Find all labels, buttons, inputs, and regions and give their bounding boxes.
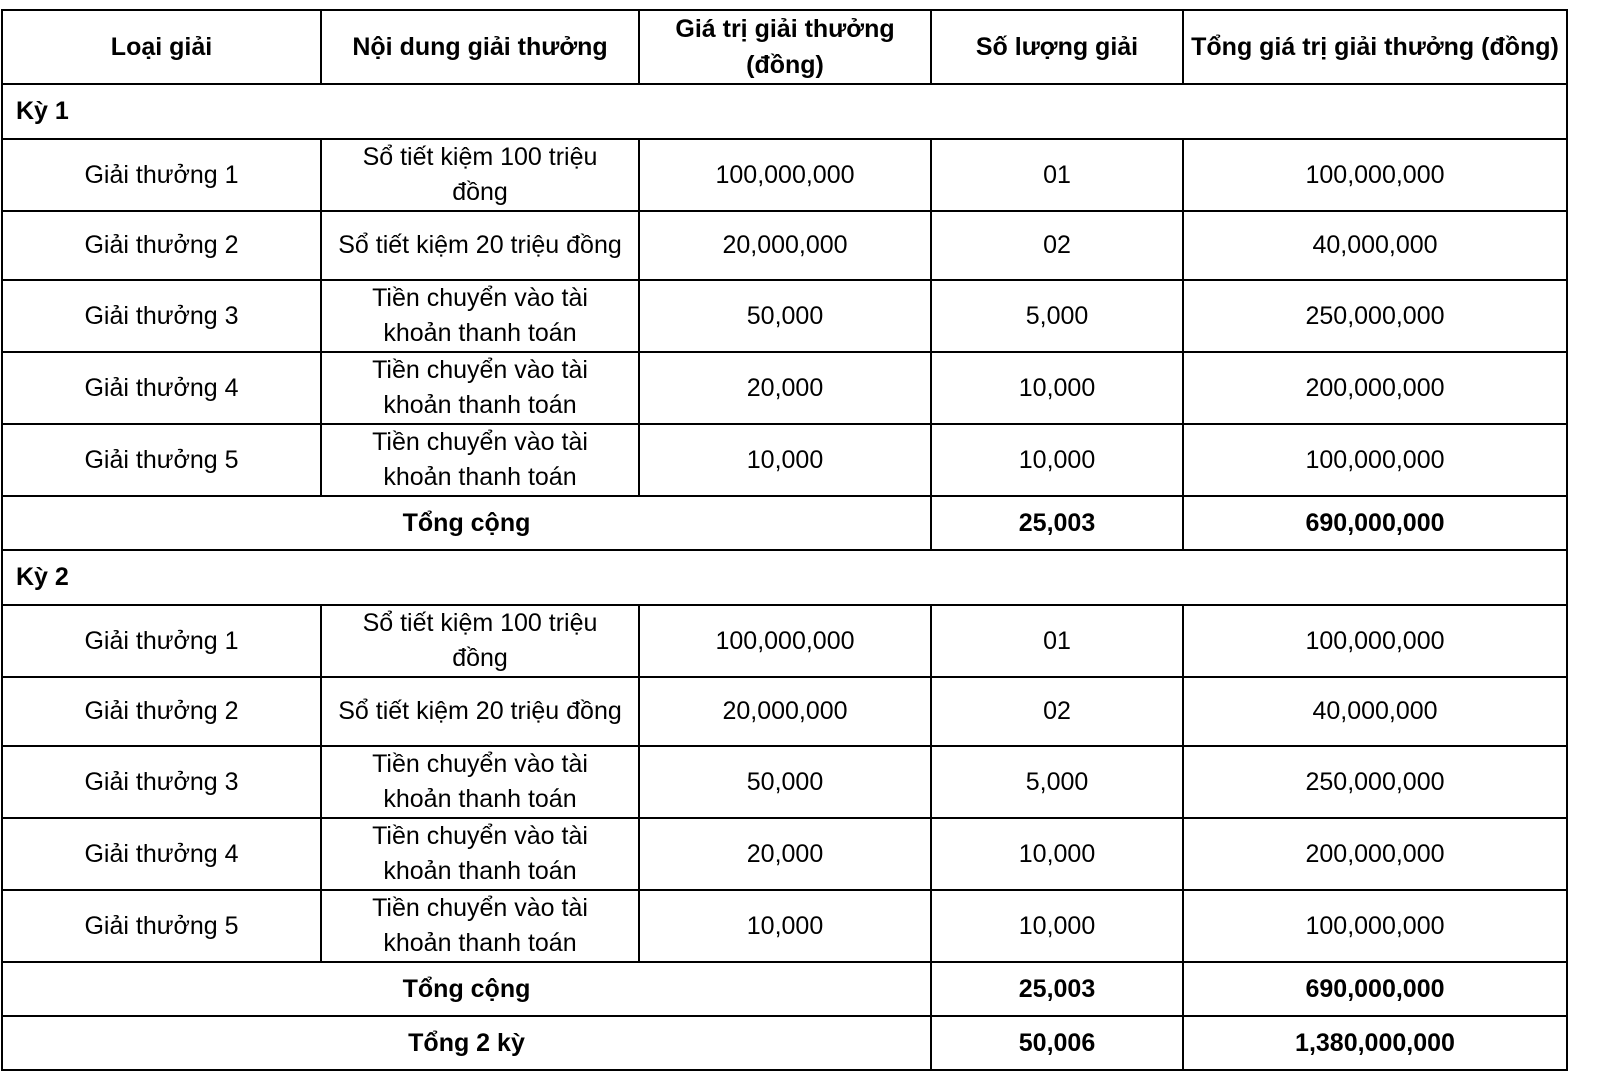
header-row: [2, 10, 1567, 84]
table-row: [2, 746, 1567, 818]
prize-content: Tiền chuyển vào tài khoản thanh toán: [321, 352, 639, 424]
prize-value: 20,000,000: [639, 677, 931, 746]
prize-quantity: 01: [931, 605, 1183, 677]
prize-value: 20,000,000: [639, 211, 931, 280]
table-row: [2, 352, 1567, 424]
prize-type: Giải thưởng 2: [2, 211, 321, 280]
prize-total: 40,000,000: [1183, 677, 1567, 746]
header-total-value: Tổng giá trị giải thưởng (đồng): [1183, 10, 1567, 84]
prize-content: Tiền chuyển vào tài khoản thanh toán: [321, 890, 639, 962]
table-row: [2, 677, 1567, 746]
prize-total: 250,000,000: [1183, 746, 1567, 818]
prize-type: Giải thưởng 4: [2, 818, 321, 890]
period-row: [2, 550, 1567, 605]
prize-content: Tiền chuyển vào tài khoản thanh toán: [321, 424, 639, 496]
prize-type: Giải thưởng 1: [2, 139, 321, 211]
prize-quantity: 5,000: [931, 746, 1183, 818]
table-row: [2, 211, 1567, 280]
prize-type: Giải thưởng 2: [2, 677, 321, 746]
prize-type: Giải thưởng 5: [2, 890, 321, 962]
prize-quantity: 01: [931, 139, 1183, 211]
period-label: Kỳ 1: [2, 84, 1567, 139]
prize-content: Tiền chuyển vào tài khoản thanh toán: [321, 746, 639, 818]
subtotal-quantity: 25,003: [931, 496, 1183, 550]
subtotal-row: [2, 962, 1567, 1016]
subtotal-label: Tổng cộng: [2, 962, 931, 1016]
prize-type: Giải thưởng 3: [2, 280, 321, 352]
prize-type: Giải thưởng 4: [2, 352, 321, 424]
prize-content: Sổ tiết kiệm 100 triệu đồng: [321, 605, 639, 677]
prize-value: 50,000: [639, 280, 931, 352]
subtotal-label: Tổng cộng: [2, 496, 931, 550]
prize-quantity: 10,000: [931, 890, 1183, 962]
header-type: Loại giải: [2, 10, 321, 84]
subtotal-row: [2, 496, 1567, 550]
table-row: [2, 139, 1567, 211]
prize-type: Giải thưởng 5: [2, 424, 321, 496]
table-row: [2, 818, 1567, 890]
prize-total: 200,000,000: [1183, 352, 1567, 424]
header-quantity: Số lượng giải: [931, 10, 1183, 84]
prize-value: 10,000: [639, 424, 931, 496]
prize-value: 20,000: [639, 818, 931, 890]
prize-value: 50,000: [639, 746, 931, 818]
prize-total: 100,000,000: [1183, 424, 1567, 496]
prize-quantity: 02: [931, 211, 1183, 280]
prize-content: Sổ tiết kiệm 20 triệu đồng: [321, 211, 639, 280]
prize-quantity: 10,000: [931, 352, 1183, 424]
prize-total: 100,000,000: [1183, 139, 1567, 211]
prize-quantity: 10,000: [931, 424, 1183, 496]
prize-total: 250,000,000: [1183, 280, 1567, 352]
prize-content: Tiền chuyển vào tài khoản thanh toán: [321, 818, 639, 890]
table-row: [2, 890, 1567, 962]
header-value: Giá trị giải thưởng (đồng): [639, 10, 931, 84]
header-content: Nội dung giải thưởng: [321, 10, 639, 84]
prize-content: Sổ tiết kiệm 100 triệu đồng: [321, 139, 639, 211]
prize-content: Sổ tiết kiệm 20 triệu đồng: [321, 677, 639, 746]
prize-type: Giải thưởng 1: [2, 605, 321, 677]
table-row: [2, 424, 1567, 496]
prize-quantity: 5,000: [931, 280, 1183, 352]
table-row: [2, 280, 1567, 352]
prize-value: 100,000,000: [639, 605, 931, 677]
prize-quantity: 10,000: [931, 818, 1183, 890]
grand-total-quantity: 50,006: [931, 1016, 1183, 1070]
table-row: [2, 605, 1567, 677]
subtotal-total: 690,000,000: [1183, 496, 1567, 550]
grand-total-total: 1,380,000,000: [1183, 1016, 1567, 1070]
subtotal-quantity: 25,003: [931, 962, 1183, 1016]
subtotal-total: 690,000,000: [1183, 962, 1567, 1016]
prize-total: 200,000,000: [1183, 818, 1567, 890]
prize-value: 10,000: [639, 890, 931, 962]
prize-table: [1, 9, 1568, 1071]
prize-content: Tiền chuyển vào tài khoản thanh toán: [321, 280, 639, 352]
period-row: [2, 84, 1567, 139]
prize-value: 100,000,000: [639, 139, 931, 211]
period-label: Kỳ 2: [2, 550, 1567, 605]
prize-quantity: 02: [931, 677, 1183, 746]
prize-type: Giải thưởng 3: [2, 746, 321, 818]
prize-total: 40,000,000: [1183, 211, 1567, 280]
grand-total-label: Tổng 2 kỳ: [2, 1016, 931, 1070]
grand-total-row: [2, 1016, 1567, 1070]
prize-value: 20,000: [639, 352, 931, 424]
prize-total: 100,000,000: [1183, 890, 1567, 962]
prize-total: 100,000,000: [1183, 605, 1567, 677]
